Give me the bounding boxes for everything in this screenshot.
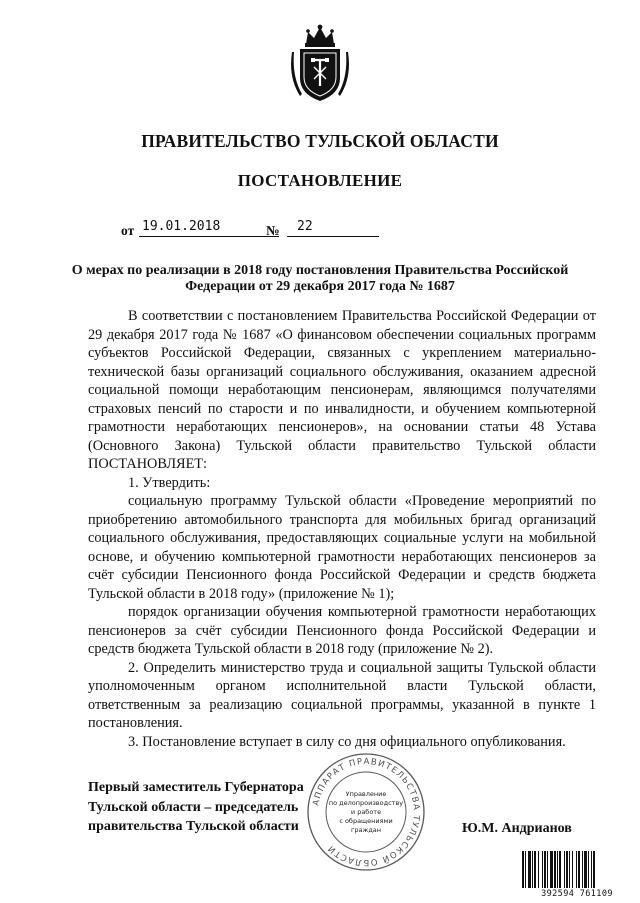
program-paragraph: социальную программу Тульской области «Проведение мероприятий по приобретению автомобильного транспорта для мобильных бригад организаций социального обслуживания, предоставляющих социальные услуги на мобильной основе, и обучению компьютерной грамотности неработающих пенсионеров за счёт субсидии Пенсионного фонда Российской Федерации и средств бюджета Тульской области в 2018 году» (приложение № 1); [88, 493, 596, 602]
document-heading: О мерах по реализации в 2018 году постановления Правительства Российской Федерации от 29 декабря 2017 года № 1687 [71, 263, 569, 294]
stamp-inner-line-2: по делопроизводству [328, 799, 404, 807]
coat-of-arms-emblem [290, 22, 350, 104]
stamp-inner-line-1: Управление [345, 790, 387, 798]
barcode-bar [566, 851, 568, 888]
barcode-bar [522, 851, 524, 888]
stamp-inner-line-3: и работе [350, 808, 382, 816]
barcode-bar [544, 851, 546, 888]
barcode-bar [559, 851, 561, 888]
barcode-bar [593, 851, 595, 888]
barcode-bar [554, 851, 556, 888]
stamp-inner-line-5: граждан [350, 826, 382, 834]
document-body [88, 307, 596, 751]
position-line-2: Тульской области – председатель [88, 799, 299, 815]
barcode-digits: 392594 761109 [541, 889, 613, 899]
barcode-bar [564, 851, 565, 888]
signatory-position [88, 778, 304, 837]
procedure-paragraph: порядок организации обучения компьютерной грамотности неработающих пенсионеров за счёт субсидии Пенсионного фонда Российской Федерации и средств бюджета Тульской области в 2018 году (приложение № 2). [88, 604, 596, 657]
position-line-3: правительства Тульской области [88, 819, 299, 834]
barcode-bar [584, 851, 587, 888]
item-3-paragraph: 3. Постановление вступает в силу со дня официального опубликования. [128, 733, 566, 750]
signatory-name: Ю.М. Андрианов [462, 821, 572, 836]
document-type: ПОСТАНОВЛЕНИЕ [237, 171, 403, 190]
number-value: 22 [297, 219, 313, 234]
number-field [287, 219, 379, 237]
barcode-bar [550, 851, 553, 888]
stamp-inner-line-4: с обращениями [339, 817, 393, 825]
barcode-bar [547, 851, 548, 888]
barcode-bar [525, 851, 526, 888]
date-value: 19.01.2018 [142, 219, 221, 234]
barcode-bar [534, 851, 536, 888]
stamp-outer-text: АППАРАТ ПРАВИТЕЛЬСТВА ТУЛЬСКОЙ ОБЛАСТИ [311, 756, 422, 868]
item-1-paragraph: 1. Утвердить: [128, 474, 211, 491]
barcode-bar [591, 851, 592, 888]
barcode-bar [588, 851, 589, 888]
preamble-paragraph: В соответствии с постановлением Правительства Российской Федерации от 29 декабря 2017 года № 1687 «О финансовом обеспечении социальных программ субъектов Российской Федерации, связанных с укреплением материально-технической базы организаций социального обслуживания, оказанием адресной социальной помощи неработающим пенсионерам, являющимся получателями страховых пенсий по старости и по инвалидности, и обучением компьютерной грамотности неработающих пенсионеров», на основании статьи 48 Устава (Основного Закона) Тульской области правительство Тульской области ПОСТАНОВЛЯЕТ: [88, 308, 596, 472]
barcode-bar [569, 851, 570, 888]
barcode-bar [528, 851, 531, 888]
barcode-bar [532, 851, 533, 888]
date-field [139, 219, 279, 237]
barcode [521, 851, 633, 891]
barcode-bar [557, 851, 558, 888]
government-title: ПРАВИТЕЛЬСТВО ТУЛЬСКОЙ ОБЛАСТИ [141, 131, 499, 151]
date-prefix: от [121, 223, 135, 238]
official-stamp [305, 751, 427, 873]
barcode-bar [576, 851, 577, 888]
barcode-bar [578, 851, 580, 888]
position-line-1: Первый заместитель Губернатора [88, 780, 304, 795]
barcode-bar [542, 851, 543, 888]
barcode-bar [538, 851, 539, 888]
barcode-bar [572, 851, 573, 888]
item-2-paragraph: 2. Определить министерство труда и социальной защиты Тульской области уполномоченным органом исполнительной власти Тульской области, ответственным за реализацию социальной программы, указанной в пункте 1 постановления. [88, 659, 596, 731]
barcode-bar [582, 851, 583, 888]
number-prefix: № [266, 223, 280, 238]
